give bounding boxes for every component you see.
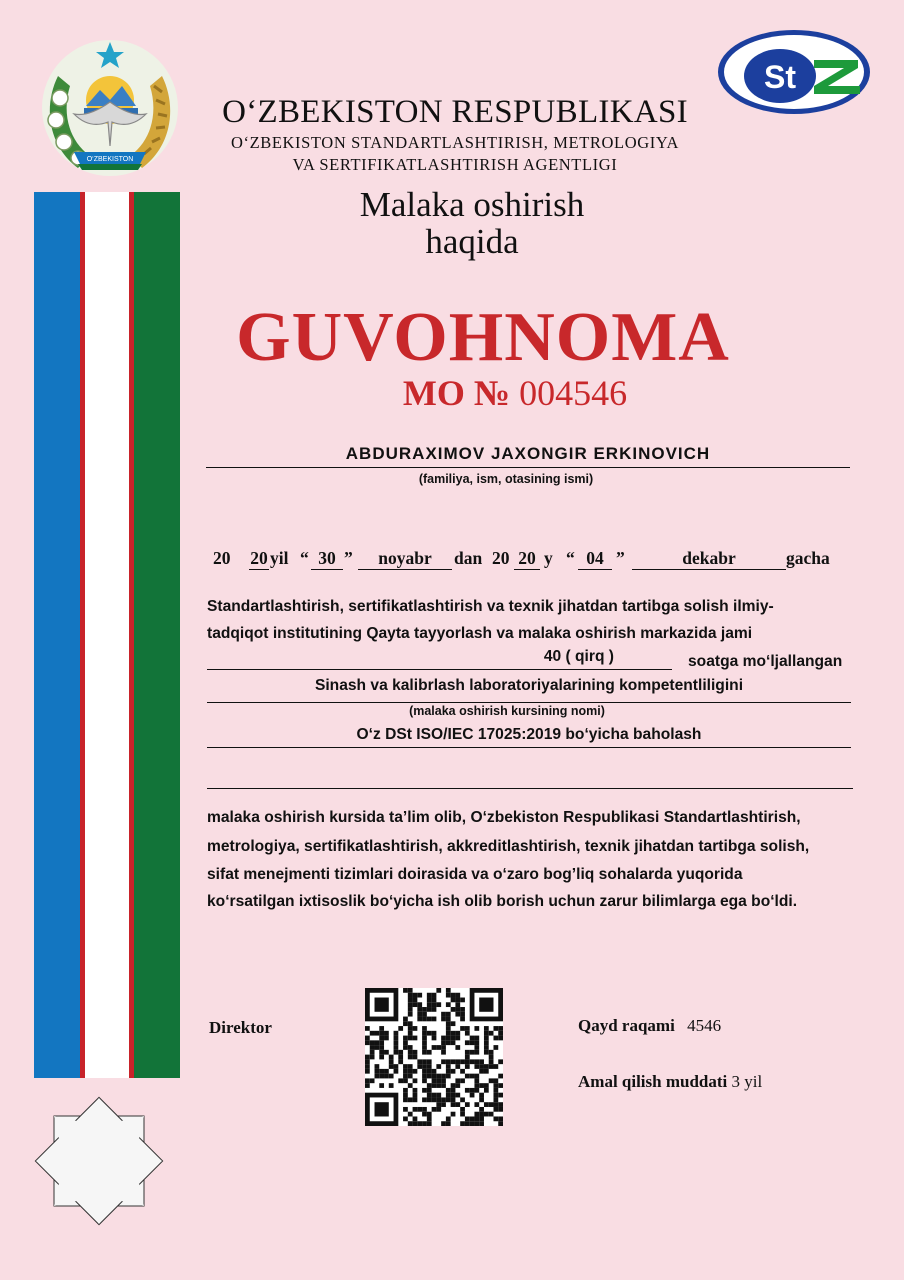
registration: [578, 1016, 721, 1036]
end-century: 20: [492, 548, 510, 568]
quote-close-1: ”: [344, 548, 353, 568]
agency-name-line-1: O‘ZBEKISTON STANDARTLASHTIRISH, METROLOGIYA: [230, 133, 680, 152]
flag-stripe: [34, 192, 180, 1078]
end-year: 20: [514, 548, 540, 570]
label-dan: dan: [454, 548, 483, 568]
registration-label: Qayd raqami: [578, 1016, 675, 1035]
end-day: 04: [578, 548, 612, 570]
course-hours: 40 ( qirq ): [207, 648, 672, 670]
recipient-name: ABDURAXIMOV JAXONGIR ERKINOVICH: [206, 444, 850, 468]
body-line-1: malaka oshirish kursida ta’lim olib, O‘zbekiston Respublikasi Standartlashtirish,: [207, 809, 801, 826]
validity-label: Amal qilish muddati: [578, 1072, 728, 1091]
recipient-name-caption: (familiya, ism, otasining ismi): [418, 472, 594, 486]
photo-star-frame: [24, 1086, 174, 1236]
start-day: 30: [311, 548, 343, 570]
number-prefix: МО №: [402, 373, 511, 413]
logo-text: St: [764, 59, 796, 95]
subtitle-line-1: Malaka oshirish: [359, 185, 585, 224]
course-intro-line-2: tadqiqot institutining Qayta tayyorlash va malaka oshirish markazida jami: [207, 625, 753, 642]
subtitle-line-2: haqida: [425, 222, 519, 261]
emblem-band-text: O‘ZBEKISTON: [86, 156, 134, 163]
end-month: dekabr: [632, 548, 786, 570]
blank-line: [207, 788, 853, 789]
label-yil: yil: [270, 548, 289, 568]
course-hours-suffix: soatga mo‘ljallangan: [688, 653, 843, 670]
quote-close-2: ”: [616, 548, 625, 568]
course-standard: O‘z DSt ISO/IEC 17025:2019 bo‘yicha baholash: [207, 726, 851, 748]
republic-title: O‘ZBEKISTON RESPUBLIKASI: [222, 94, 688, 130]
quote-open-1: “: [300, 548, 309, 568]
stz-logo: [716, 28, 872, 116]
quote-open-2: “: [566, 548, 575, 568]
number-value: 004546: [519, 373, 628, 413]
start-month: noyabr: [358, 548, 452, 570]
qr-code: [365, 988, 503, 1126]
body-line-4: ko‘rsatilgan ixtisoslik bo‘yicha ish olib borish uchun zarur bilimlarga ega bo‘ldi.: [207, 893, 798, 910]
certificate-number: [300, 372, 730, 414]
validity: [578, 1072, 762, 1092]
course-intro-line-1: Standartlashtirish, sertifikatlashtirish va texnik jihatdan tartibga solish ilmiy-: [207, 598, 774, 615]
registration-number: 4546: [687, 1016, 722, 1035]
certificate-title: GUVOHNOMA: [236, 299, 730, 376]
agency-name-line-2: VA SERTIFIKATLASHTIRISH AGENTLIGI: [292, 155, 618, 174]
course-name-caption: (malaka oshirish kursining nomi): [409, 704, 605, 718]
body-line-2: metrologiya, sertifikatlashtirish, akkreditlashtirish, texnik jihatdan tartibga solish,: [207, 838, 810, 855]
label-y: y: [544, 548, 553, 568]
start-century: 20: [213, 548, 231, 568]
state-emblem: [38, 36, 182, 180]
course-name: Sinash va kalibrlash laboratoriyalarining kompetentliligini: [207, 677, 851, 703]
start-year: 20: [250, 548, 268, 568]
validity-value: 3 yil: [731, 1072, 763, 1091]
label-gacha: gacha: [786, 548, 830, 568]
director-label: Direktor: [209, 1018, 272, 1037]
body-line-3: sifat menejmenti tizimlari doirasida va o‘zaro bog’liq sohalarda yuqorida: [207, 866, 743, 883]
